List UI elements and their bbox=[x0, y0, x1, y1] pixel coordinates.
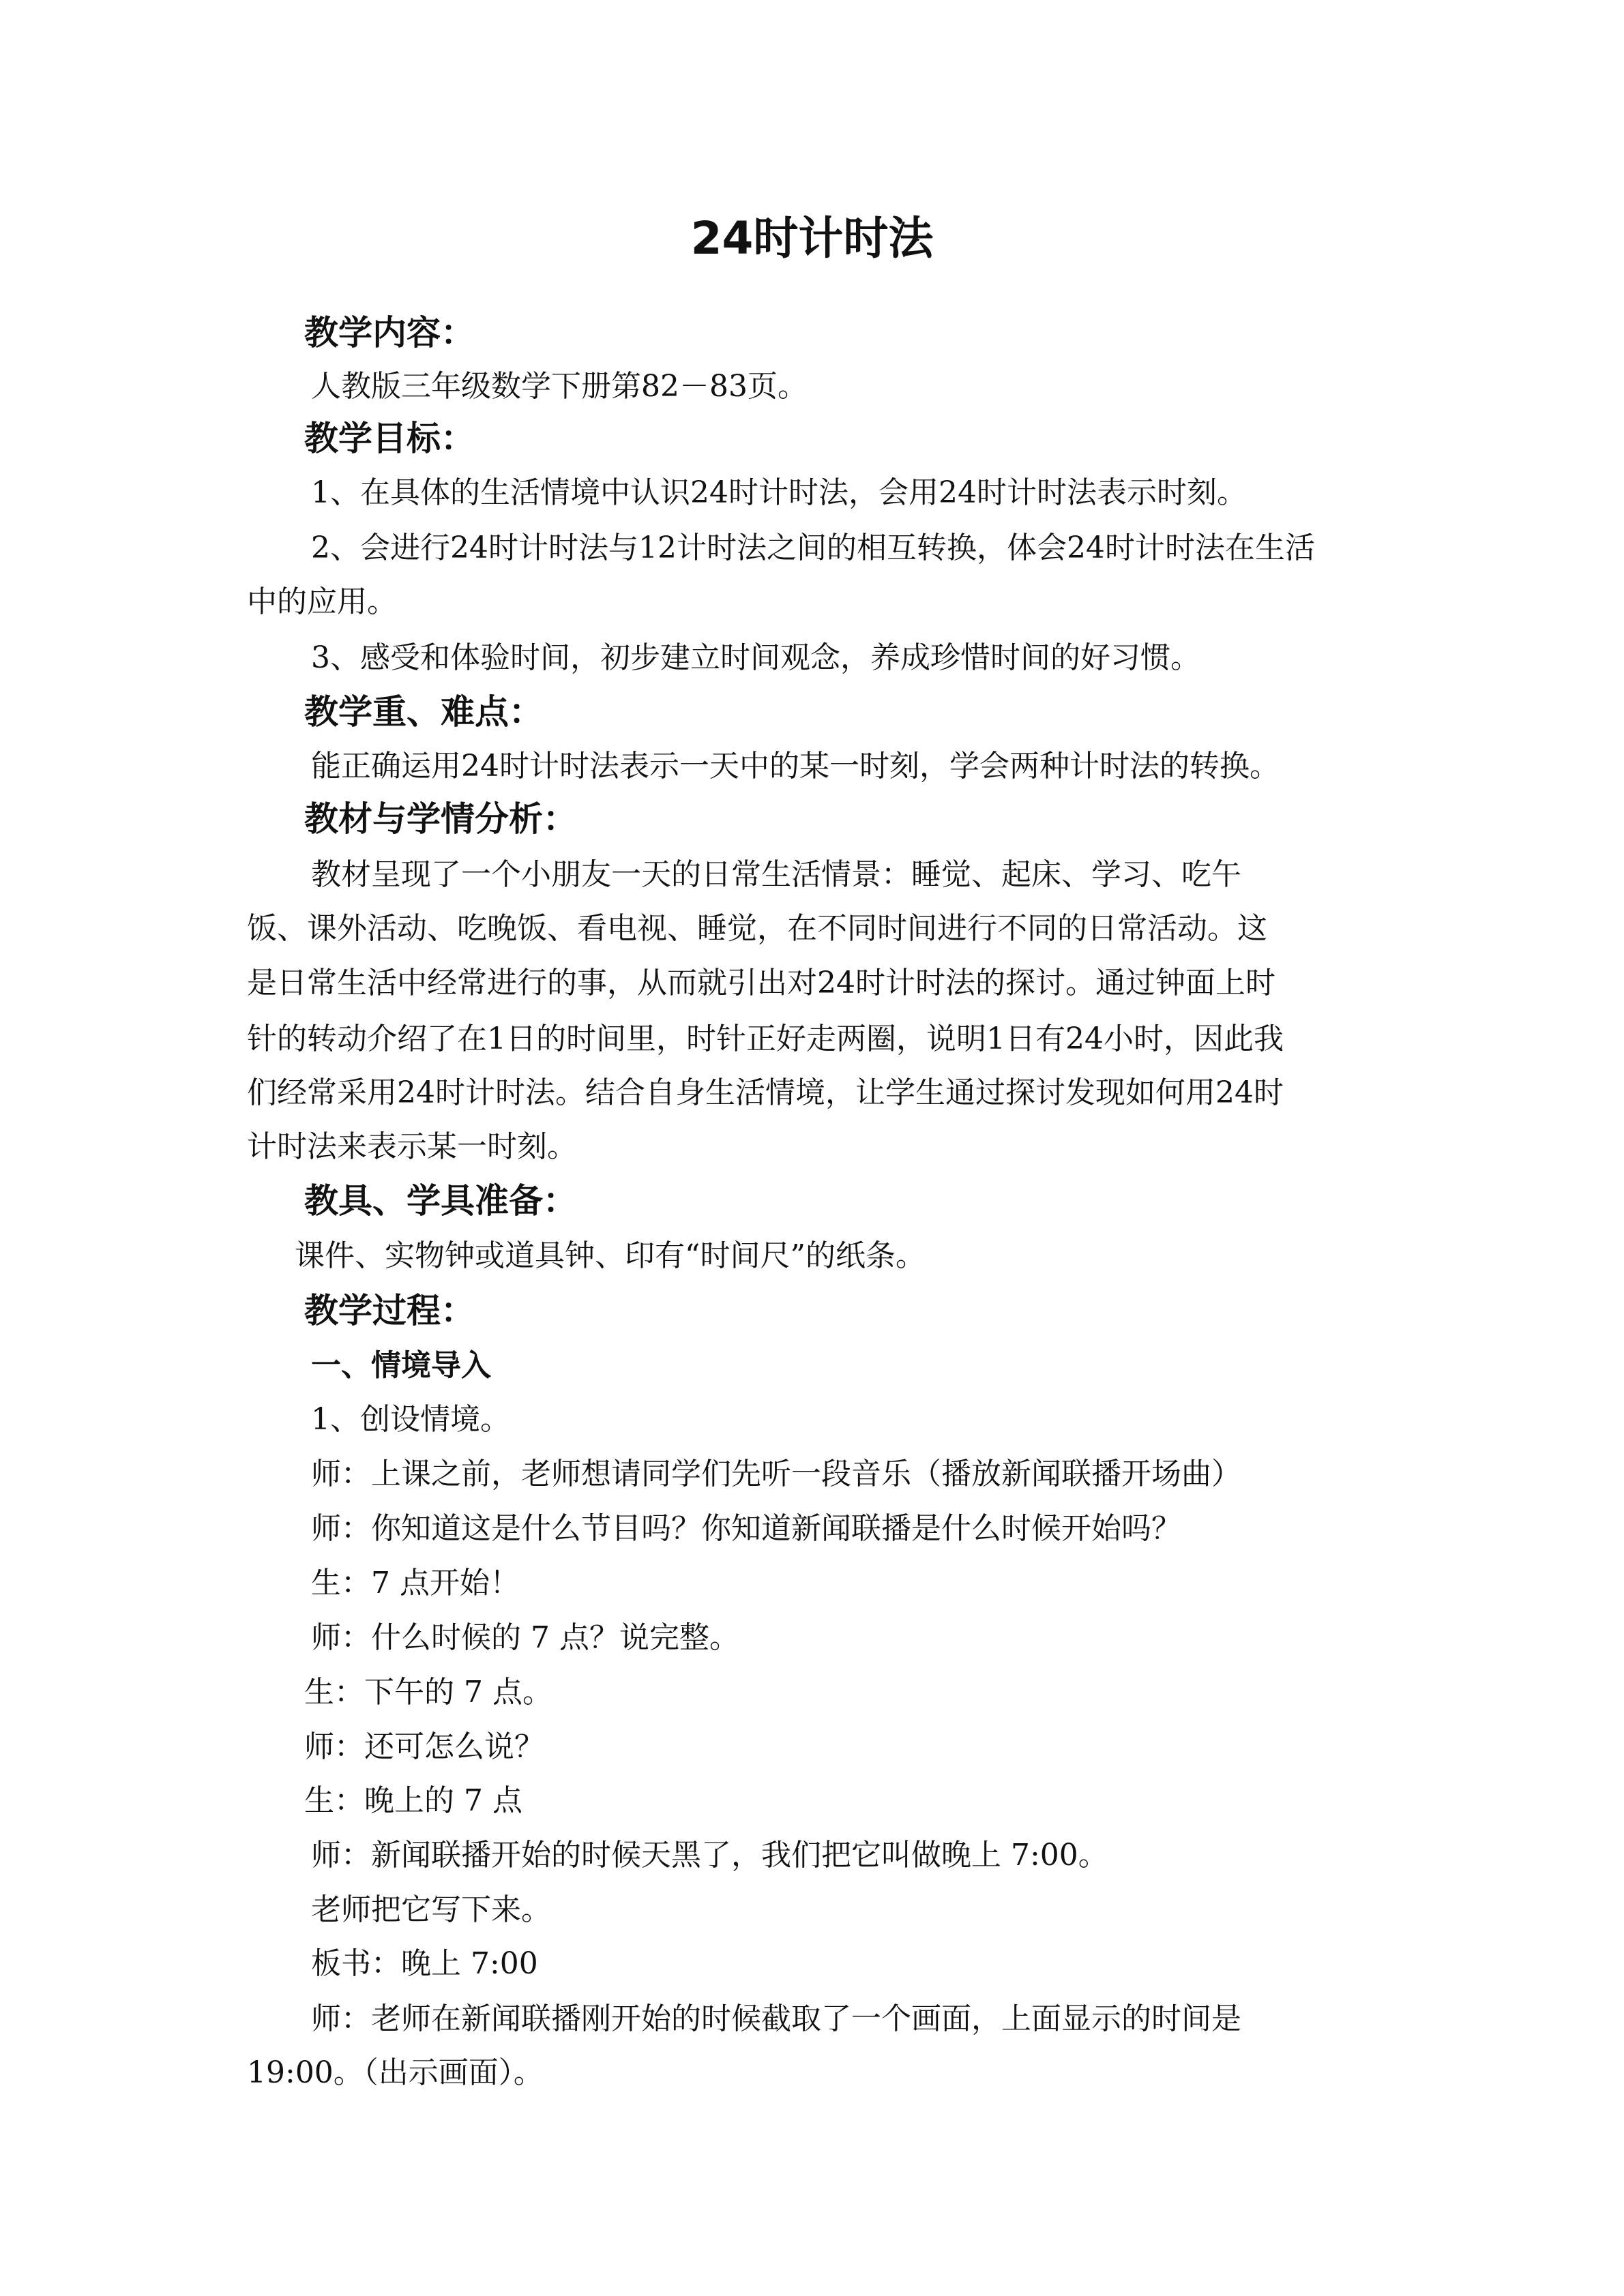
paragraph-line: 2、会进行24时计时法与12计时法之间的相互转换，体会24时计时法在生活 bbox=[311, 531, 1315, 565]
paragraph-line: 中的应用。 bbox=[247, 584, 397, 619]
paragraph-line: 3、感受和体验时间，初步建立时间观念，养成珍惜时间的好习惯。 bbox=[311, 640, 1200, 675]
paragraph-line: 板书：晚上 7:00 bbox=[311, 1946, 538, 1981]
paragraph-line: 们经常采用24时计时法。结合自身生活情境，让学生通过探讨发现如何用24时 bbox=[247, 1075, 1284, 1110]
section-heading: 一、情境导入 bbox=[311, 1348, 491, 1383]
section-heading: 教学过程： bbox=[304, 1291, 475, 1330]
section-heading: 教学重、难点： bbox=[304, 692, 543, 732]
paragraph-line: 老师把它写下来。 bbox=[311, 1892, 551, 1927]
paragraph-line: 1、创设情境。 bbox=[311, 1402, 510, 1437]
paragraph-line: 是日常生活中经常进行的事，从而就引出对24时计时法的探讨。通过钟面上时 bbox=[247, 966, 1275, 1000]
paragraph-line: 能正确运用24时计时法表示一天中的某一时刻，学会两种计时法的转换。 bbox=[311, 749, 1280, 784]
paragraph-line: 饭、课外活动、吃晚饭、看电视、睡觉，在不同时间进行不同的日常活动。这 bbox=[247, 911, 1267, 946]
paragraph-line: 生：7 点开始！ bbox=[311, 1566, 520, 1600]
section-heading: 教材与学情分析： bbox=[304, 799, 577, 839]
paragraph-line: 人教版三年级数学下册第82－83页。 bbox=[311, 369, 808, 404]
section-heading: 教学内容： bbox=[304, 313, 475, 353]
paragraph-line: 计时法来表示某一时刻。 bbox=[247, 1129, 577, 1164]
paragraph-line: 师：你知道这是什么节目吗？你知道新闻联播是什么时候开始吗？ bbox=[311, 1511, 1181, 1546]
paragraph-line: 19:00。（出示画面）。 bbox=[247, 2055, 544, 2090]
paragraph-line: 针的转动介绍了在1日的时间里，时针正好走两圈，说明1日有24小时，因此我 bbox=[247, 1022, 1284, 1056]
paragraph-line: 课件、实物钟或道具钟、印有“时间尺”的纸条。 bbox=[295, 1238, 926, 1273]
section-heading: 教具、学具准备： bbox=[304, 1181, 577, 1221]
paragraph-line: 师：还可怎么说？ bbox=[304, 1729, 544, 1764]
section-heading: 教学目标： bbox=[304, 419, 475, 458]
paragraph-line: 师：新闻联播开始的时候天黑了，我们把它叫做晚上 7:00。 bbox=[311, 1838, 1108, 1873]
paragraph-line: 生：晚上的 7 点 bbox=[304, 1783, 522, 1818]
paragraph-line: 1、在具体的生活情境中认识24时计时法，会用24时计时法表示时刻。 bbox=[311, 475, 1247, 510]
document-title: 24时计时法 bbox=[690, 212, 934, 265]
paragraph-line: 师：上课之前，老师想请同学们先听一段音乐（播放新闻联播开场曲） bbox=[311, 1457, 1241, 1491]
paragraph-line: 教材呈现了一个小朋友一天的日常生活情景：睡觉、起床、学习、吃午 bbox=[311, 857, 1241, 892]
paragraph-line: 师：什么时候的 7 点？说完整。 bbox=[311, 1620, 739, 1655]
paragraph-line: 师：老师在新闻联播刚开始的时候截取了一个画面，上面显示的时间是 bbox=[311, 2001, 1241, 2036]
paragraph-line: 生：下午的 7 点。 bbox=[304, 1675, 552, 1710]
